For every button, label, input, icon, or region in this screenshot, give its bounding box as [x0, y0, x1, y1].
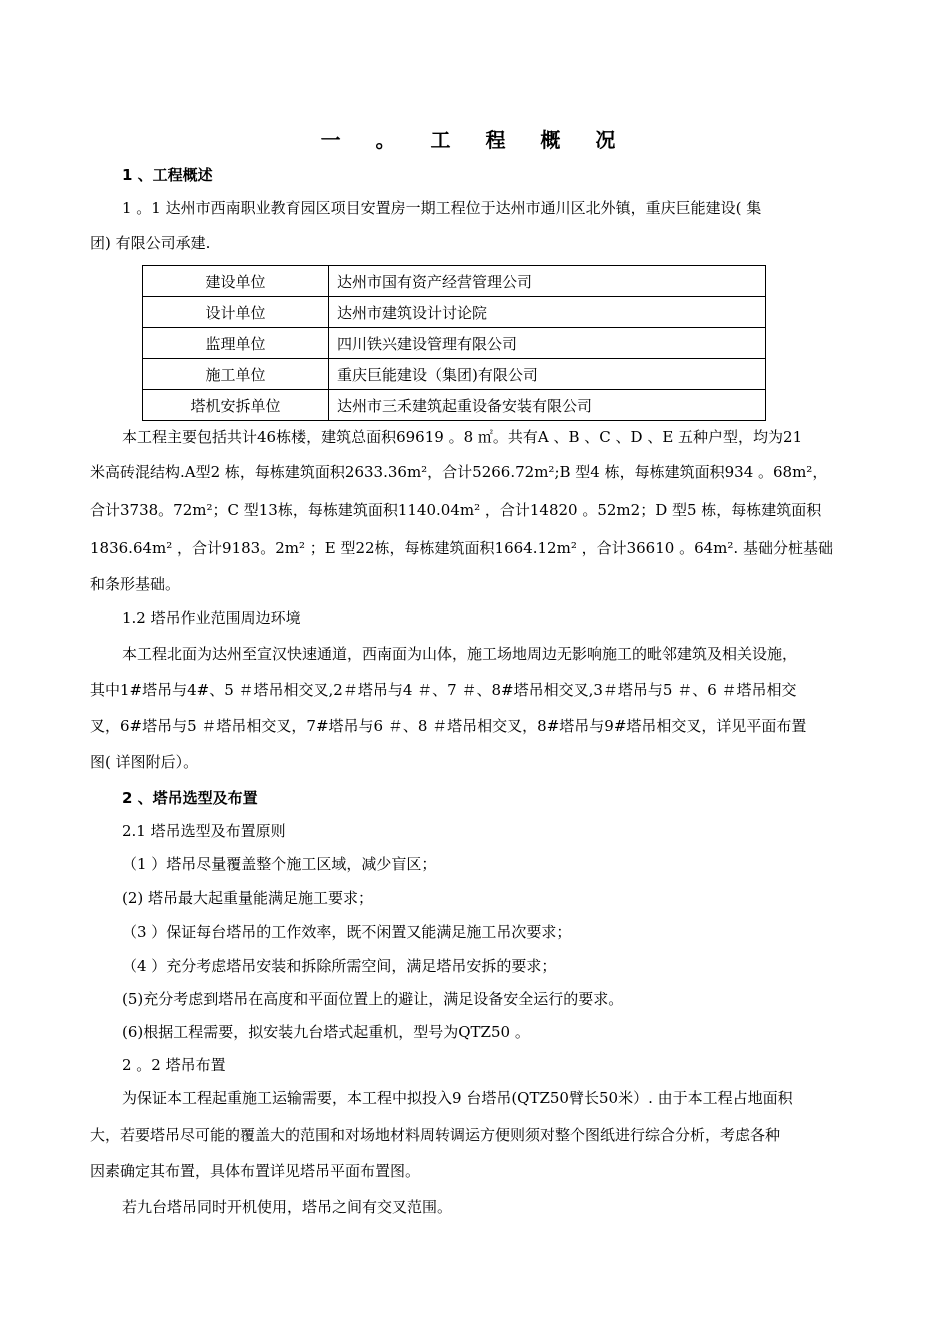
paragraph-line: 若九台塔吊同时开机使用，塔吊之间有交叉范围。 — [122, 1198, 453, 1216]
table-value: 四川铁兴建设管理有限公司 — [329, 328, 766, 359]
list-item: (2) 塔吊最大起重量能满足施工要求； — [122, 889, 374, 907]
table-key: 建设单位 — [143, 266, 329, 297]
page-title: 一 。 工 程 概 况 — [320, 128, 630, 152]
project-units-table — [142, 265, 766, 421]
paragraph-line: 本工程主要包括共计46栋楼，建筑总面积69619 。8 ㎡。共有A 、B 、C 、D 、E 五种户型，均为21 — [122, 428, 803, 446]
paragraph-line: 因素确定其布置，具体布置详见塔吊平面布置图。 — [90, 1162, 421, 1180]
table-row — [143, 328, 766, 359]
subsection-heading: 1.2 塔吊作业范围周边环境 — [122, 609, 301, 627]
table-key: 施工单位 — [143, 359, 329, 390]
list-item: （3 ）保证每台塔吊的工作效率，既不闲置又能满足施工吊次要求； — [122, 923, 572, 941]
subsection-heading: 2.1 塔吊选型及布置原则 — [122, 822, 286, 840]
paragraph-line: 图( 详图附后）。 — [90, 753, 199, 771]
list-item: （4 ）充分考虑塔吊安装和拆除所需空间，满足塔吊安拆的要求； — [122, 957, 557, 975]
paragraph-line: 合计3738。72m²；C 型13栋，每栋建筑面积1140.04m² ，合计14820 。52m2；D 型5 栋，每栋建筑面积 — [90, 501, 822, 519]
list-item: （1 ）塔吊尽量覆盖整个施工区域，减少盲区； — [122, 855, 437, 873]
table-row — [143, 359, 766, 390]
list-item: (5)充分考虑到塔吊在高度和平面位置上的避让，满足设备安全运行的要求。 — [122, 990, 624, 1008]
section-2-heading: 2 、塔吊选型及布置 — [122, 789, 258, 807]
paragraph-line: 团) 有限公司承建. — [90, 234, 211, 252]
paragraph-line: 其中1#塔吊与4#、5 ＃塔吊相交叉,2＃塔吊与4 ＃、7 ＃、8#塔吊相交叉,3＃塔吊与5 ＃、6 ＃塔吊相交 — [90, 681, 797, 699]
table-key: 监理单位 — [143, 328, 329, 359]
table-value: 达州市建筑设计讨论院 — [329, 297, 766, 328]
paragraph-line: 1 。1 达州市西南职业教育园区项目安置房一期工程位于达州市通川区北外镇，重庆巨能建设( 集 — [122, 199, 762, 217]
paragraph-line: 叉，6#塔吊与5 ＃塔吊相交叉，7#塔吊与6 ＃、8 ＃塔吊相交叉，8#塔吊与9#塔吊相交叉，详见平面布置 — [90, 717, 807, 735]
table-row — [143, 266, 766, 297]
paragraph-line: 本工程北面为达州至宣汉快速通道，西南面为山体，施工场地周边无影响施工的毗邻建筑及相关设施， — [122, 645, 798, 663]
paragraph-line: 和条形基础。 — [90, 575, 181, 593]
table-key: 设计单位 — [143, 297, 329, 328]
table-value: 重庆巨能建设（集团)有限公司 — [329, 359, 766, 390]
table-row — [143, 390, 766, 421]
paragraph-line: 1836.64m² ，合计9183。2m² ；E 型22栋，每栋建筑面积1664.12m² ，合计36610 。64m². 基础分桩基础 — [90, 539, 833, 557]
table-key: 塔机安拆单位 — [143, 390, 329, 421]
table-value: 达州市三禾建筑起重设备安装有限公司 — [329, 390, 766, 421]
section-1-heading: 1 、工程概述 — [122, 166, 213, 184]
paragraph-line: 米高砖混结构.A型2 栋，每栋建筑面积2633.36m²，合计5266.72m²;B 型4 栋，每栋建筑面积934 。68m²， — [90, 463, 828, 481]
paragraph-line: 大，若要塔吊尽可能的覆盖大的范围和对场地材料周转调运方便则须对整个图纸进行综合分析，考虑各种 — [90, 1126, 781, 1144]
subsection-heading: 2 。2 塔吊布置 — [122, 1056, 226, 1074]
table-value: 达州市国有资产经营管理公司 — [329, 266, 766, 297]
table-row — [143, 297, 766, 328]
paragraph-line: 为保证本工程起重施工运输需要，本工程中拟投入9 台塔吊(QTZ50臂长50米）. 由于本工程占地面积 — [122, 1089, 793, 1107]
list-item: (6)根据工程需要，拟安装九台塔式起重机，型号为QTZ50 。 — [122, 1023, 530, 1041]
